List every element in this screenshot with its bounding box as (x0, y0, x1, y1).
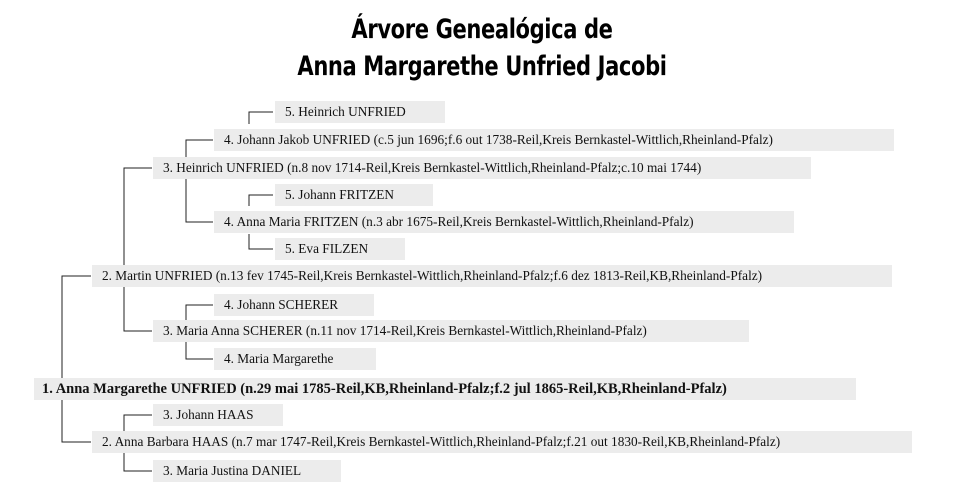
connector-martin-unfried (62, 276, 91, 378)
person-heinrich-unfried-5: 5. Heinrich UNFRIED (275, 101, 445, 123)
connector-johann-jakob-unfried (186, 140, 213, 157)
person-martin-unfried: 2. Martin UNFRIED (n.13 fev 1745-Reil,Kreis Bernkastel-Wittlich,Rheinland-Pfalz;f.6 dez 1813-Reil,KB,Rheinland-Pfalz) (92, 265, 892, 287)
person-johann-fritzen: 5. Johann FRITZEN (275, 184, 433, 206)
person-eva-filzen: 5. Eva FILZEN (275, 238, 405, 260)
person-maria-margarethe: 4. Maria Margarethe (214, 348, 376, 370)
connector-heinrich-unfried-3 (124, 168, 152, 266)
connector-johann-haas (124, 415, 152, 432)
person-maria-anna-scherer: 3. Maria Anna SCHERER (n.11 nov 1714-Reil,Kreis Bernkastel-Wittlich,Rheinland-Pfalz) (153, 320, 749, 342)
connector-eva-filzen (249, 234, 273, 249)
connector-heinrich-unfried-5 (249, 112, 273, 124)
title-line-2: Anna Margarethe Unfried Jacobi (297, 51, 667, 82)
person-johann-haas: 3. Johann HAAS (153, 404, 283, 426)
connector-johann-fritzen (249, 195, 273, 206)
connector-maria-justina-daniel (124, 453, 152, 471)
connector-anna-barbara-haas (62, 400, 91, 442)
connector-maria-anna-scherer (124, 287, 152, 331)
person-heinrich-unfried-3: 3. Heinrich UNFRIED (n.8 nov 1714-Reil,Kreis Bernkastel-Wittlich,Rheinland-Pfalz;c.10 mai 1744) (153, 157, 811, 179)
person-anna-maria-fritzen: 4. Anna Maria FRITZEN (n.3 abr 1675-Reil,Kreis Bernkastel-Wittlich,Rheinland-Pfalz) (214, 211, 794, 233)
person-johann-scherer: 4. Johann SCHERER (214, 294, 374, 316)
title-line-1: Árvore Genealógica de (351, 14, 613, 45)
person-anna-margarethe-unfried: 1. Anna Margarethe UNFRIED (n.29 mai 1785-Reil,KB,Rheinland-Pfalz;f.2 jul 1865-Reil,KB,Rheinland-Pfalz) (34, 378, 856, 400)
connector-maria-margarethe (186, 342, 213, 359)
person-anna-barbara-haas: 2. Anna Barbara HAAS (n.7 mar 1747-Reil,Kreis Bernkastel-Wittlich,Rheinland-Pfalz;f.21 out 1830-Reil,KB,Rheinland-Pfalz) (92, 431, 912, 453)
person-johann-jakob-unfried: 4. Johann Jakob UNFRIED (c.5 jun 1696;f.6 out 1738-Reil,Kreis Bernkastel-Wittlich,Rheinland-Pfalz) (214, 129, 894, 151)
connector-johann-scherer (186, 305, 213, 320)
person-maria-justina-daniel: 3. Maria Justina DANIEL (153, 460, 341, 482)
